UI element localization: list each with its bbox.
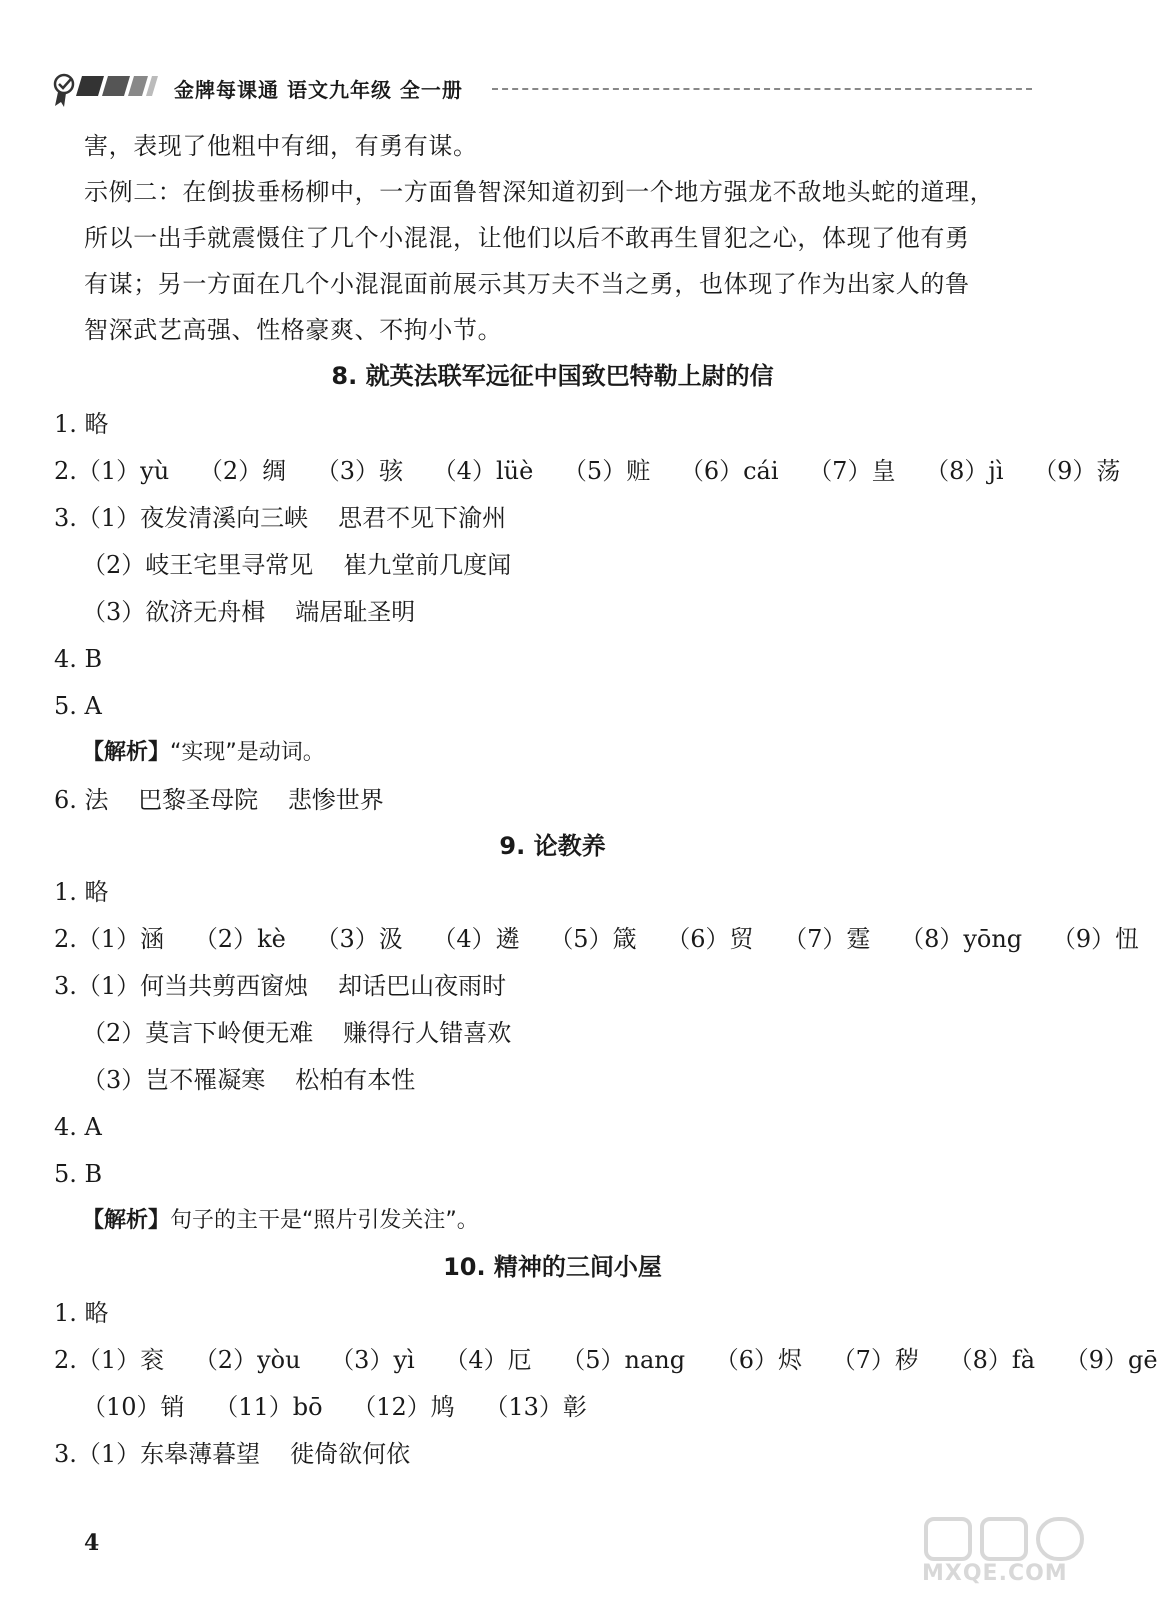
watermark-glyph-icon [922,1515,1092,1565]
answer-item: （2）绸 [198,457,287,485]
answer-item: （2）岐王宅里寻常见 [82,551,314,579]
answer-item: 松柏有本性 [295,1066,416,1094]
answer-item: （3）岂不罹凝寒 [82,1066,266,1094]
answer-item: 徙倚欲何依 [290,1440,411,1468]
answer-item: 3.（1）何当共剪西窗烛 [54,972,309,1000]
answer-item: （8）fà [948,1346,1036,1374]
answer-item: 崔九堂前几度闻 [343,551,512,579]
answer-line [82,549,511,581]
answer-item: （2）yòu [193,1346,301,1374]
answer-item: （4）遴 [432,925,520,953]
answer-item: （12）鸠 [352,1393,455,1421]
answer-line: 4. A [54,1113,102,1141]
paragraph-line: 智深武艺高强、性格豪爽、不拘小节。 [84,316,503,344]
answer-item: （9）gē [1064,1346,1158,1374]
answer-item: （10）销 [82,1393,185,1421]
answer-item: （7）霆 [783,925,871,953]
analysis-tag: 【解析】 [82,1208,171,1233]
answer-item: （8）yōng [900,925,1023,953]
answer-item: （4）lüè [432,457,534,485]
analysis-note [82,737,325,769]
answer-line [54,502,506,534]
answer-item: （3）骇 [315,457,404,485]
answer-item: （13）彰 [484,1393,587,1421]
answer-line [54,1438,410,1470]
answer-item: （3）yì [330,1346,415,1374]
answer-line: 5. B [54,1160,103,1188]
answer-line: 1. 略 [54,1299,109,1327]
analysis-text: 句子的主干是“照片引发关注”。 [170,1208,479,1233]
answer-line: 1. 略 [54,878,109,906]
page-number: 4 [84,1530,100,1556]
answer-line: 1. 略 [54,410,109,438]
answer-item: （3）汲 [315,925,403,953]
answer-item: （6）cái [679,457,779,485]
page-header [52,70,1052,110]
answer-item: （2）莫言下岭便无难 [82,1019,314,1047]
analysis-note [82,1205,479,1237]
watermark-text: MXQE.COM [922,1561,1068,1586]
section-title: 8. 就英法联军远征中国致巴特勒上尉的信 [331,362,774,390]
answer-item: 却话巴山夜雨时 [338,972,507,1000]
answer-line [54,455,1120,487]
answer-line [82,1391,587,1423]
answer-item: 赚得行人错喜欢 [343,1019,512,1047]
answer-item: （8）jì [925,457,1004,485]
answer-item: （2）kè [193,925,286,953]
answer-item: （7）皇 [808,457,896,485]
paragraph-line: 所以一出手就震慑住了几个小混混，让他们以后不敢再生冒犯之心，体现了他有勇 [84,224,970,252]
answer-item: （11）bō [214,1393,323,1421]
answer-item: （5）nang [561,1346,686,1374]
section-title: 10. 精神的三间小屋 [443,1253,662,1281]
answer-line: 5. A [54,692,102,720]
header-divider [492,88,1032,90]
answer-item: （3）欲济无舟楫 [82,598,266,626]
analysis-tag: 【解析】 [82,740,171,765]
answer-item: （6）烬 [714,1346,803,1374]
answer-line [54,1344,1158,1376]
answer-item: 端居耻圣明 [295,598,416,626]
answer-item: （7）秽 [831,1346,919,1374]
answer-item: （5）赃 [562,457,651,485]
answer-line [54,923,1139,955]
answer-item: 3.（1）夜发清溪向三峡 [54,504,309,532]
answer-item: 悲惨世界 [287,786,384,814]
answer-item: （4）厄 [444,1346,532,1374]
answer-item: （5）箴 [549,925,637,953]
book-title: 金牌每课通 语文九年级 全一册 [174,78,463,102]
analysis-text: “实现”是动词。 [170,740,325,765]
answer-item: （6）贸 [666,925,754,953]
answer-item: 6. 法 [54,786,109,814]
answer-item: 3.（1）东皋薄暮望 [54,1440,261,1468]
answer-line: 4. B [54,645,103,673]
answer-line [82,596,415,628]
watermark-logo [922,1515,1092,1595]
answer-item: （9）忸 [1051,925,1140,953]
answer-item: 2.（1）衮 [54,1346,165,1374]
answer-line [54,784,384,816]
answer-line [82,1064,415,1096]
answer-item: 2.（1）yù [54,457,170,485]
answer-line [82,1017,511,1049]
answer-item: 巴黎圣母院 [138,786,259,814]
answer-item: 思君不见下渝州 [338,504,507,532]
paragraph-line: 示例二：在倒拔垂杨柳中，一方面鲁智深知道初到一个地方强龙不敌地头蛇的道理， [84,178,995,206]
answer-item: 2.（1）涵 [54,925,165,953]
section-title: 9. 论教养 [499,832,606,860]
paragraph-line: 有谋；另一方面在几个小混混面前展示其万夫不当之勇，也体现了作为出家人的鲁 [84,270,970,298]
answer-item: （9）荡 [1033,457,1121,485]
answer-line [54,970,506,1002]
medal-logo-icon [52,70,162,110]
paragraph-line: 害，表现了他粗中有细，有勇有谋。 [84,132,478,160]
